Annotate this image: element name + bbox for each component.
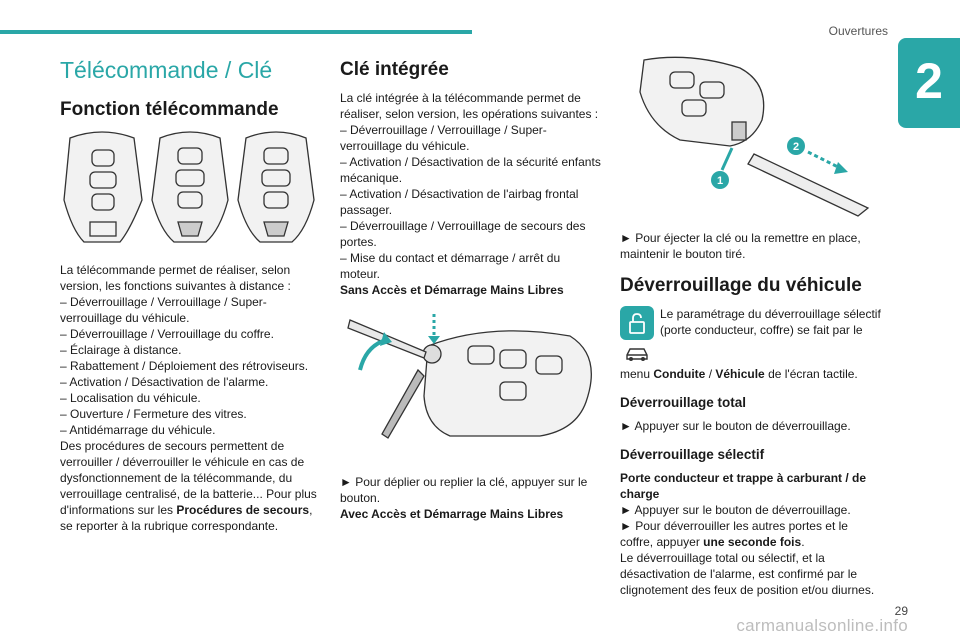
selective-menu-path [620,366,882,382]
column-integrated-key [340,56,602,522]
car-icon [620,342,654,366]
step-selective-2 [620,518,882,550]
header-accent-bar [0,30,472,34]
key-intro: La clé intégrée à la télécommande permet de réaliser, selon version, les opérations suivantes : [340,91,599,121]
step-text-end: . [801,535,805,549]
list-item: – Mise du contact et démarrage / arrêt du moteur. [340,251,561,281]
remote-keys-illustration [60,130,322,250]
heading-selective-unlocking: Déverrouillage sélectif [620,447,765,462]
note-icons [620,306,660,366]
heading-integrated-key: Clé intégrée [340,59,449,80]
subheading-driver-door: Porte conducteur et trappe à carburant / de charge [620,471,867,501]
note-text-end: , se reporter à la rubrique correspondante. [60,503,313,533]
column-unlocking [620,56,882,598]
eject-key-illustration [620,56,882,224]
remote-intro: La télécommande permet de réaliser, selon version, les fonctions suivantes à distance : [60,263,291,293]
chapter-tab: 2 [898,38,960,128]
list-item: – Déverrouillage / Verrouillage du coffre. [60,327,274,341]
subheading-with-handsfree: Avec Accès et Démarrage Mains Libres [340,507,564,521]
heading-total-unlocking: Déverrouillage total [620,395,747,410]
menu-driving: Conduite [653,367,706,381]
list-item: – Déverrouillage / Verrouillage / Super-verrouillage du véhicule. [340,123,547,153]
step-bold: une seconde fois [703,535,802,549]
watermark: carmanualsonline.info [736,616,908,635]
list-item: – Rabattement / Déploiement des rétroviseurs. [60,359,309,373]
menu-text-end: de l'écran tactile. [764,367,858,381]
note-bold-link: Procédures de secours [176,503,310,517]
unlock-confirmation: Le déverrouillage total ou sélectif, et la désactivation de l'alarme, est confirmé par le clignotement des feux de position et/ou diurnes. [620,551,875,597]
subheading-without-handsfree: Sans Accès et Démarrage Mains Libres [340,283,564,297]
selective-settings-note [620,306,882,366]
page-title: Télécommande / Clé [60,57,273,83]
list-item: – Activation / Désactivation de la sécurité enfants mécanique. [340,155,601,185]
list-item: – Activation / Désactivation de l'alarme. [60,375,269,389]
step-total-unlock: ► Appuyer sur le bouton de déverrouillage. [620,419,851,433]
step-text: ► Pour déverrouiller les autres portes et le coffre, appuyer [620,519,848,549]
menu-separator: / [705,367,716,381]
callout-2: 2 [792,141,800,153]
callout-1: 1 [716,175,724,187]
menu-text: menu [620,367,654,381]
menu-vehicle: Véhicule [715,367,765,381]
list-item: – Éclairage à distance. [60,343,182,357]
step-eject-key: ► Pour éjecter la clé ou la remettre en place, maintenir le bouton tiré. [620,231,861,261]
list-item: – Localisation du véhicule. [60,391,201,405]
list-item: – Activation / Désactivation de l'airbag frontal passager. [340,187,579,217]
padlock-open-icon [620,306,654,340]
list-item: – Ouverture / Fermeture des vitres. [60,407,247,421]
heading-remote-function: Fonction télécommande [60,99,279,120]
flip-key-illustration [340,306,602,466]
selective-note-text: Le paramétrage du déverrouillage sélectif (porte conducteur, coffre) se fait par le [660,307,881,337]
column-remote [60,56,322,534]
list-item: – Antidémarrage du véhicule. [60,423,216,437]
emergency-note [60,438,322,534]
note-text: Des procédures de secours permettent de verrouiller / déverrouiller le véhicule en cas de dysfonctionnement de la télécommande, du verrouillage centralisé, de la batterie... Pour plus d'informations sur les [60,439,317,517]
step-selective-1: ► Appuyer sur le bouton de déverrouillage. [620,503,851,517]
list-item: – Déverrouillage / Verrouillage / Super-verrouillage du véhicule. [60,295,267,325]
step-flip-key: ► Pour déplier ou replier la clé, appuyer sur le bouton. [340,475,588,505]
heading-unlocking: Déverrouillage du véhicule [620,275,862,296]
list-item: – Déverrouillage / Verrouillage de secours des portes. [340,219,586,249]
page-number: 29 [894,604,908,618]
section-label: Ouvertures [828,24,888,38]
